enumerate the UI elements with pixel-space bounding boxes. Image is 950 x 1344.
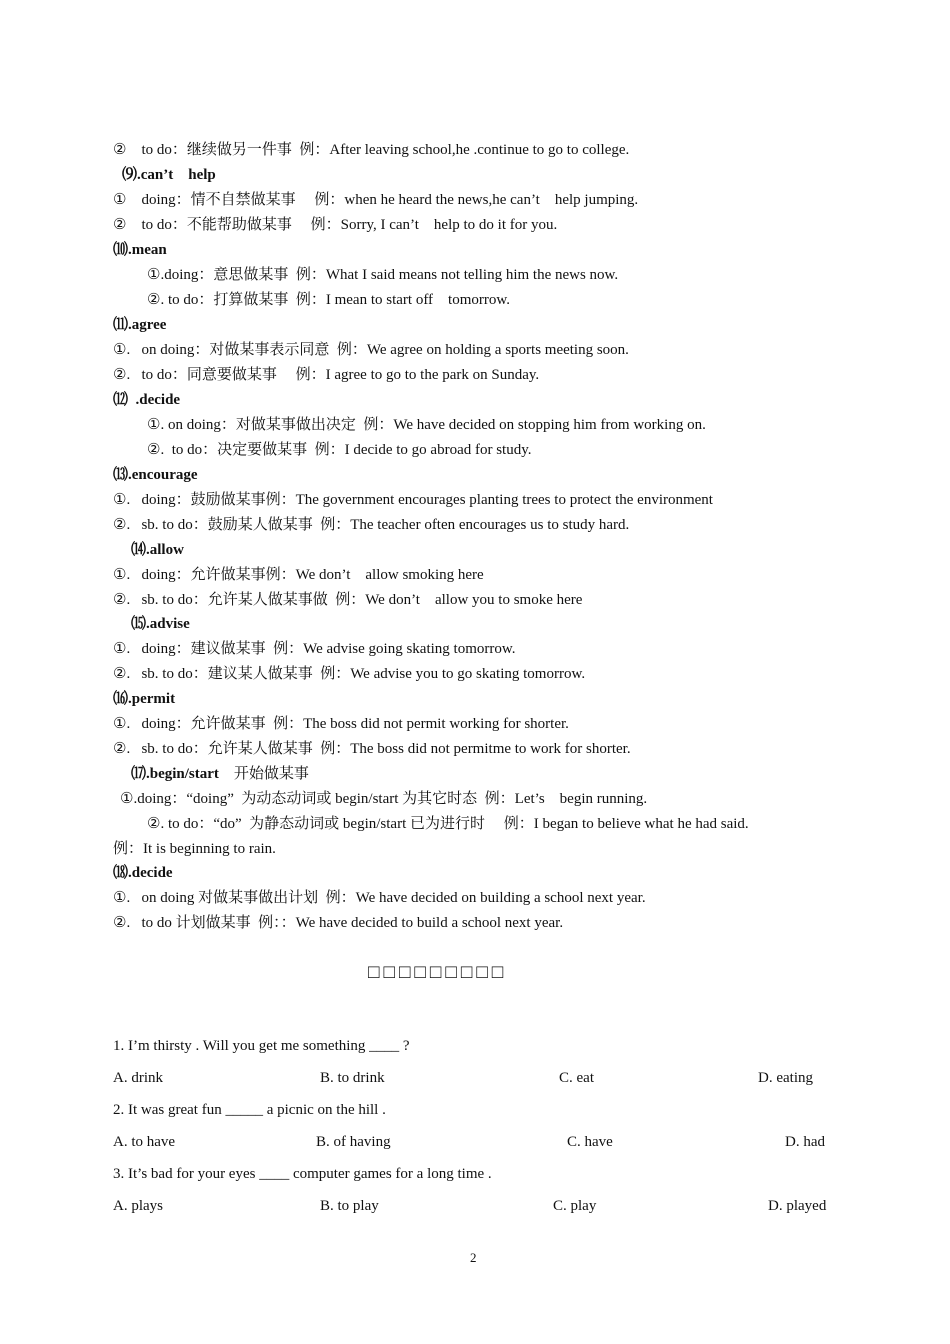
section-heading-decide: ⑿ .decide: [113, 392, 181, 408]
note-line: ① doing：情不自禁做某事 例：when he heard the news,he can’t help jumping.: [113, 192, 639, 208]
option-a: A. to have: [113, 1134, 176, 1150]
note-line: ②. sb. to do：鼓励某人做某事 例：The teacher often encourages us to study hard.: [113, 517, 630, 533]
option-b: B. to drink: [320, 1070, 385, 1086]
option-b: B. of having: [316, 1134, 391, 1150]
note-line: ②. sb. to do：允许某人做某事 例：The boss did not permitme to work for shorter.: [113, 741, 631, 757]
option-c: C. eat: [559, 1070, 594, 1086]
note-line: ①. on doing：对做某事表示同意 例：We agree on holding a sports meeting soon.: [113, 342, 629, 358]
heading-meaning: 开始做某事: [218, 766, 309, 782]
question-stem: 2. It was great fun _____ a picnic on the hill .: [113, 1102, 386, 1118]
note-line: 例：It is beginning to rain.: [113, 841, 276, 857]
note-line: ②. to do 计划做某事 例：：We have decided to build a school next year.: [113, 915, 564, 931]
note-line: ②. sb. to do：允许某人做某事做 例：We don’t allow you to smoke here: [113, 592, 583, 608]
section-heading-encourage: ⒀.encourage: [113, 467, 198, 483]
note-line: ①. doing：建议做某事 例：We advise going skating tomorrow.: [113, 641, 516, 657]
option-d: D. had: [785, 1134, 825, 1150]
question-stem: 3. It’s bad for your eyes ____ computer games for a long time .: [113, 1166, 492, 1182]
note-line: ①.doing：意思做某事 例：What I said means not telling him the news now.: [147, 267, 619, 283]
heading-text: ⒄.begin/start: [131, 766, 219, 782]
option-c: C. play: [553, 1198, 597, 1214]
note-line: ①. on doing 对做某事做出计划 例：We have decided on building a school next year.: [113, 890, 646, 906]
section-heading-agree: ⑾.agree: [113, 317, 167, 333]
note-line: ② to do：不能帮助做某事 例：Sorry, I can’t help to do it for you.: [113, 217, 558, 233]
section-heading-allow: ⒁.allow: [131, 542, 184, 558]
section-heading-decide-2: ⒅.decide: [113, 865, 173, 881]
note-line: ①. doing：允许做某事 例：The boss did not permit working for shorter.: [113, 716, 569, 732]
page-number: 2: [470, 1250, 477, 1265]
note-line: ②. sb. to do：建议某人做某事 例：We advise you to go skating tomorrow.: [113, 666, 586, 682]
option-c: C. have: [567, 1134, 613, 1150]
note-line: ②. to do：同意要做某事 例：I agree to go to the park on Sunday.: [113, 367, 540, 383]
option-d: D. eating: [758, 1070, 813, 1086]
option-b: B. to play: [320, 1198, 379, 1214]
section-heading-advise: ⒂.advise: [131, 616, 190, 632]
note-line: ①. on doing：对做某事做出决定 例：We have decided on stopping him from working on.: [147, 417, 706, 433]
question-stem: 1. I’m thirsty . Will you get me something ____ ?: [113, 1038, 410, 1054]
exercise-title: □□□□□□□□□: [368, 962, 508, 983]
option-d: D. played: [768, 1198, 827, 1214]
section-heading-permit: ⒃.permit: [113, 691, 176, 707]
note-line: ①.doing：“doing” 为动态动词或 begin/start 为其它时态 例：Let’s begin running.: [120, 791, 648, 807]
section-heading-cant-help: ⑼.can’t help: [122, 167, 216, 183]
option-a: A. plays: [113, 1198, 163, 1214]
section-heading-mean: ⑽.mean: [113, 242, 167, 258]
note-line: ②. to do：决定要做某事 例：I decide to go abroad for study.: [147, 442, 532, 458]
section-heading-begin-start: [131, 764, 309, 784]
option-a: A. drink: [113, 1070, 163, 1086]
note-line: ①. doing：允许做某事例：We don’t allow smoking here: [113, 567, 484, 583]
note-line: ② to do：继续做另一件事 例：After leaving school,he .continue to go to college.: [113, 142, 630, 158]
note-line: ②. to do：“do” 为静态动词或 begin/start 已为进行时 例：I began to believe what he had said.: [147, 816, 749, 832]
note-line: ②. to do：打算做某事 例：I mean to start off tomorrow.: [147, 292, 510, 308]
note-line: ①. doing：鼓励做某事例：The government encourages planting trees to protect the environment: [113, 492, 713, 508]
